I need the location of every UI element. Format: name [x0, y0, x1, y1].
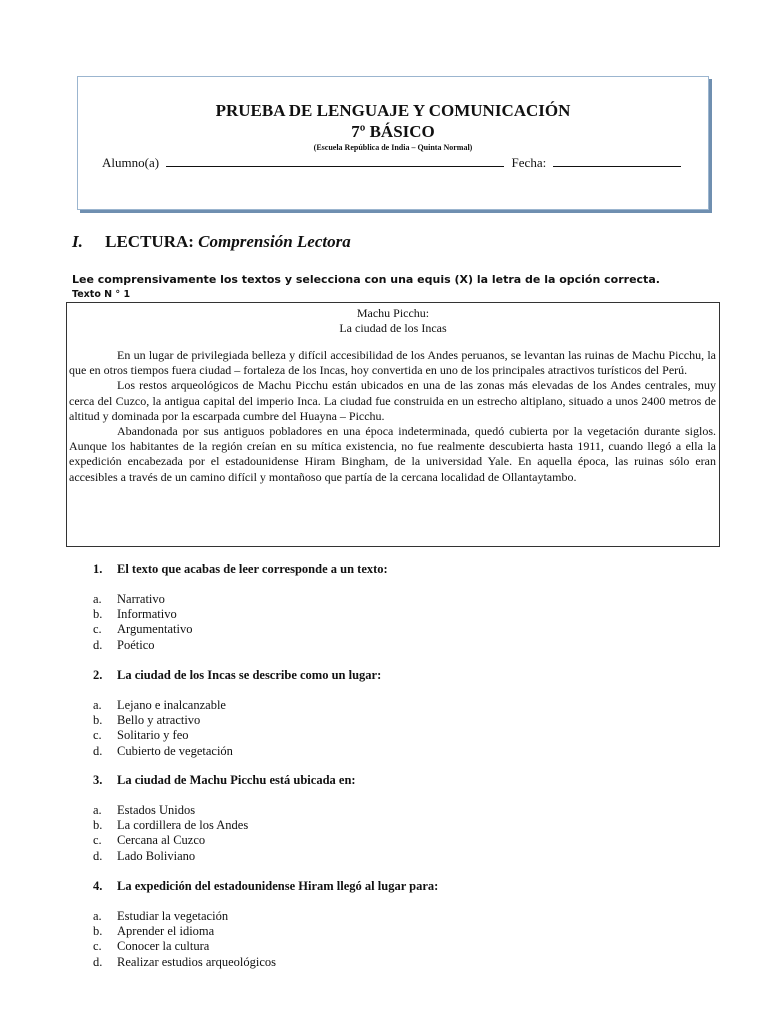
question-text: La ciudad de los Incas se describe como un lugar: [117, 668, 382, 682]
option-text: La cordillera de los Andes [117, 818, 249, 833]
option-item[interactable] [93, 713, 233, 728]
option-text: Aprender el idioma [117, 924, 215, 939]
question-4 [93, 879, 438, 894]
option-letter: b. [93, 818, 103, 833]
section-number: I. [72, 232, 83, 251]
option-item[interactable] [93, 939, 276, 954]
question-text: La ciudad de Machu Picchu está ubicada en: [117, 773, 356, 787]
question-1-options [93, 592, 192, 653]
question-3 [93, 773, 356, 788]
reading-subtitle: La ciudad de los Incas [339, 321, 447, 335]
option-text: Narrativo [117, 592, 165, 606]
date-field[interactable] [553, 153, 681, 167]
option-letter: d. [93, 848, 103, 863]
question-3-options [93, 803, 248, 864]
option-text: Informativo [117, 607, 177, 622]
question-number: 3. [93, 773, 103, 787]
test-header-box [77, 76, 709, 210]
option-text: Solitario y feo [117, 728, 189, 743]
question-number: 2. [93, 668, 103, 682]
option-letter: b. [93, 924, 103, 939]
option-text: Bello y atractivo [117, 713, 201, 728]
question-number: 4. [93, 879, 103, 893]
student-label: Alumno(a) [102, 155, 160, 170]
option-item[interactable] [93, 728, 233, 743]
option-item[interactable] [93, 744, 233, 759]
option-letter: c. [93, 939, 102, 954]
option-letter: c. [93, 728, 102, 743]
option-letter: a. [93, 803, 102, 817]
section-heading [72, 232, 351, 252]
option-letter: c. [93, 833, 102, 848]
reading-paragraph: En un lugar de privilegiada belleza y difícil accesibilidad de los Andes peruanos, se levantan las ruinas de Machu Picchu, la que en otros tiempos fuera ciudad – fortaleza de los Incas, hoy convertida en uno de los principales atractivos turísticos del Perú. [69, 348, 716, 378]
question-text: La expedición del estadounidense Hiram llegó al lugar para: [117, 879, 439, 893]
text-label: Texto N ° 1 [72, 289, 131, 300]
option-letter: b. [93, 713, 103, 728]
option-item[interactable] [93, 622, 192, 637]
grade-label: 7º BÁSICO [351, 122, 435, 141]
option-letter: d. [93, 637, 103, 652]
option-item[interactable] [93, 833, 248, 848]
option-item[interactable] [93, 803, 248, 818]
section-title: LECTURA: [105, 232, 194, 251]
option-item[interactable] [93, 924, 276, 939]
option-letter: a. [93, 698, 102, 712]
option-text: Lado Boliviano [117, 848, 196, 863]
date-label: Fecha: [511, 155, 547, 170]
option-letter: a. [93, 909, 102, 923]
option-item[interactable] [93, 818, 248, 833]
option-text: Conocer la cultura [117, 939, 210, 954]
instructions: Lee comprensivamente los textos y selecciona con una equis (X) la letra de la opción correcta. [72, 273, 660, 286]
question-text: El texto que acabas de leer corresponde a un texto: [117, 562, 388, 576]
option-text: Estudiar la vegetación [117, 909, 229, 923]
option-item[interactable] [93, 698, 233, 713]
option-letter: d. [93, 743, 103, 758]
question-4-options [93, 909, 276, 970]
option-text: Argumentativo [117, 622, 193, 637]
option-letter: b. [93, 607, 103, 622]
option-text: Estados Unidos [117, 803, 196, 817]
student-info-row [102, 153, 681, 171]
option-item[interactable] [93, 638, 192, 653]
option-item[interactable] [93, 955, 276, 970]
question-number: 1. [93, 562, 103, 576]
reading-title: Machu Picchu: [356, 306, 430, 320]
test-title: PRUEBA DE LENGUAJE Y COMUNICACIÓN [215, 101, 571, 120]
option-item[interactable] [93, 592, 192, 607]
option-text: Poético [117, 637, 155, 652]
option-text: Realizar estudios arqueológicos [117, 954, 276, 969]
option-text: Lejano e inalcanzable [117, 698, 226, 712]
option-letter: d. [93, 954, 103, 969]
option-text: Cercana al Cuzco [117, 833, 206, 848]
option-letter: a. [93, 592, 102, 606]
option-item[interactable] [93, 607, 192, 622]
student-name-field[interactable] [166, 153, 504, 167]
option-letter: c. [93, 622, 102, 637]
option-item[interactable] [93, 849, 248, 864]
question-2 [93, 668, 381, 683]
reading-body [69, 348, 716, 485]
school-name: (Escuela República de India – Quinta Normal) [313, 143, 473, 152]
question-2-options [93, 698, 233, 759]
reading-paragraph: Los restos arqueológicos de Machu Picchu están ubicados en una de las zonas más elevadas de los Andes centrales, muy cerca del Cuzco, la antigua capital del imperio Inca. La ciudad fue construida en un estrecho altiplano, situado a unos 2400 metros de altitud y dominada por la escarpada cumbre del Huayna – Picchu. [69, 378, 716, 423]
reading-paragraph: Abandonada por sus antiguos pobladores en una época indeterminada, quedó cubierta por la vegetación durante siglos. Aunque los habitantes de la región creían en su mítica existencia, no fue realmente descubierta hasta 1911, cuando llegó a ella la expedición encabezada por el estadounidense Hiram Bingham, de la universidad Yale. En aquella época, las ruinas sólo eran accesibles a través de un camino difícil y montañoso que partía de la cercana localidad de Ollantaytambo. [69, 424, 716, 484]
option-item[interactable] [93, 909, 276, 924]
option-text: Cubierto de vegetación [117, 743, 233, 758]
section-subtitle: Comprensión Lectora [198, 232, 351, 251]
reading-text-box [66, 302, 720, 547]
question-1 [93, 562, 388, 577]
